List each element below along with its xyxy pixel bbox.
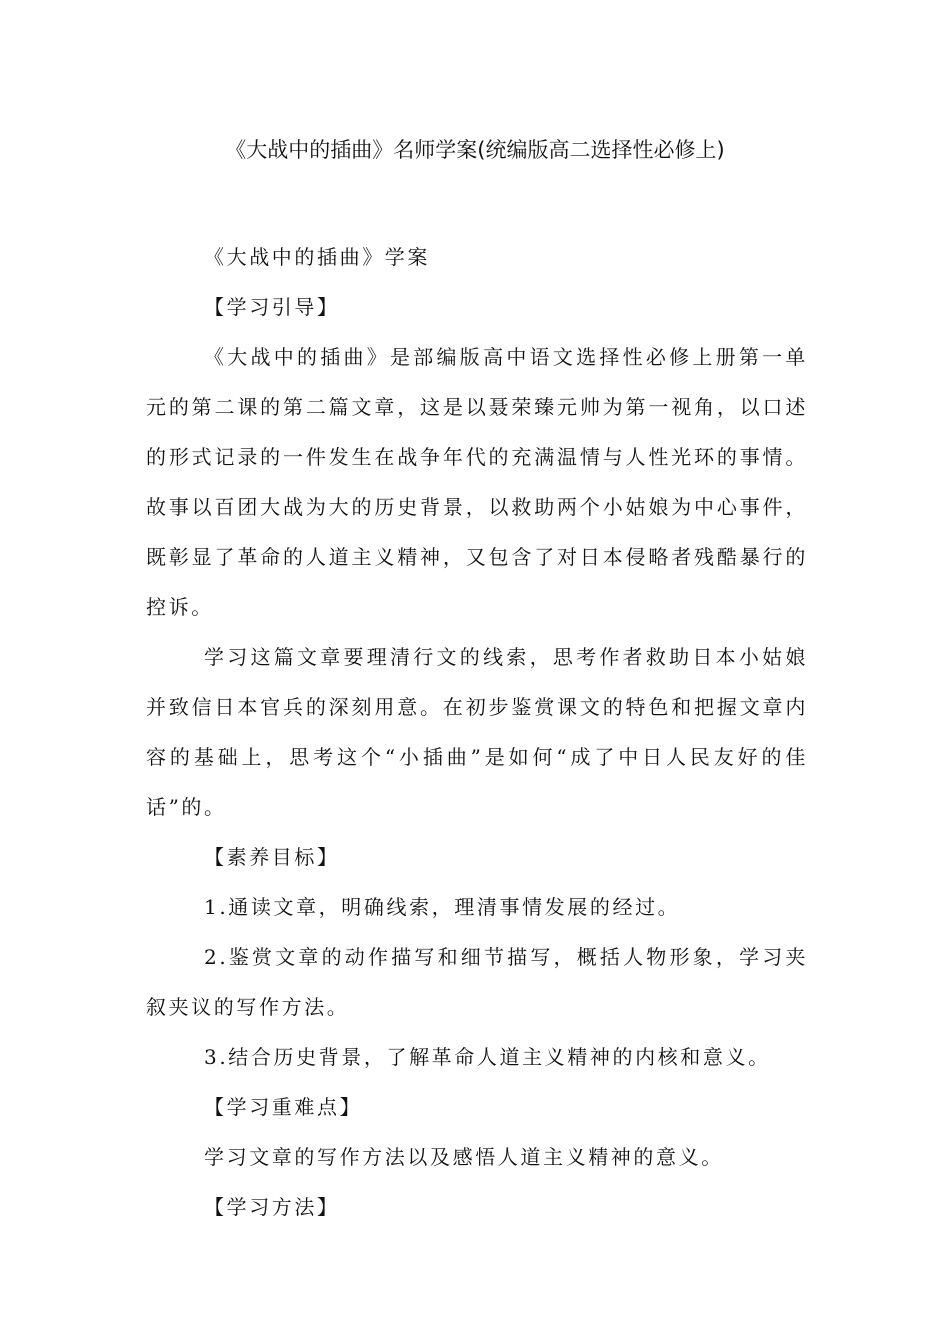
section-heading-goals: 【素养目标】 xyxy=(204,845,340,869)
list-item: 2.鉴赏文章的动作描写和细节描写，概括人物形象，学习夹叙夹议的写作方法。 xyxy=(146,945,808,1019)
document-title: 《大战中的插曲》名师学案(统编版高二选择性必修上) xyxy=(225,138,725,162)
subtitle-paragraph: 《大战中的插曲》学案 xyxy=(204,245,430,269)
body-paragraph: 《大战中的插曲》是部编版高中语文选择性必修上册第一单元的第二课的第二篇文章，这是以聂荣臻元帅为第一视角，以口述的形式记录的一件发生在战争年代的充满温情与人性光环的事情。故事以百团大战为大的历史背景，以救助两个小姑娘为中心事件，既彰显了革命的人道主义精神，又包含了对日本侵略者残酷暴行的控诉。 xyxy=(146,345,808,619)
section-heading-key-points: 【学习重难点】 xyxy=(204,1095,363,1119)
section-heading-study-guide: 【学习引导】 xyxy=(204,295,340,319)
list-item: 1.通读文章，明确线索，理清事情发展的经过。 xyxy=(204,895,681,919)
document-body xyxy=(146,232,808,1232)
section-heading-methods: 【学习方法】 xyxy=(204,1195,340,1219)
list-item: 3.结合历史背景，了解革命人道主义精神的内核和意义。 xyxy=(204,1045,771,1069)
body-paragraph: 学习这篇文章要理清行文的线索，思考作者救助日本小姑娘并致信日本官兵的深刻用意。在初步鉴赏课文的特色和把握文章内容的基础上，思考这个“小插曲”是如何“成了中日人民友好的佳话”的。 xyxy=(146,645,808,819)
body-paragraph: 学习文章的写作方法以及感悟人道主义精神的意义。 xyxy=(204,1145,724,1169)
